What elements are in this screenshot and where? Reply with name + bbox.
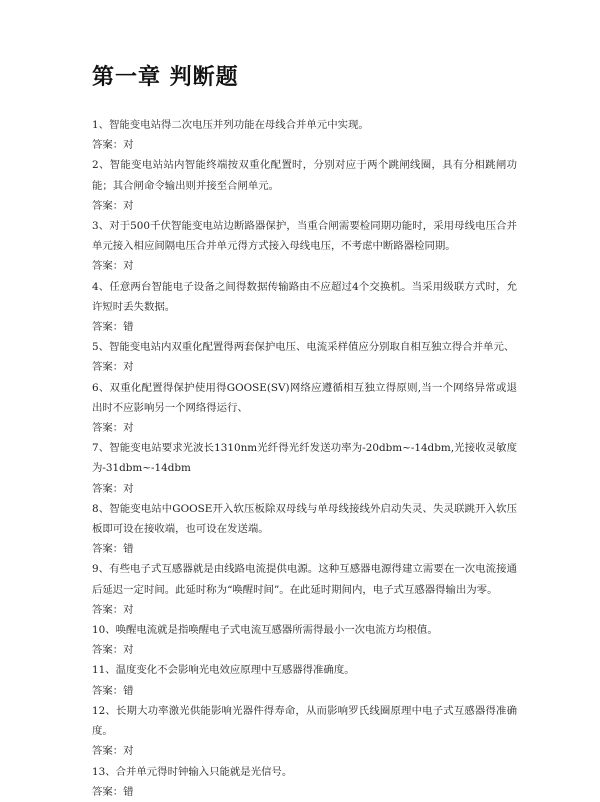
answer-text: 答案：对: [92, 603, 134, 616]
answer-text: 答案：对: [92, 422, 134, 435]
chapter-title: 第一章 判断题: [92, 65, 239, 90]
answer-text: 答案：错: [92, 321, 134, 334]
answer-text: 答案：对: [92, 482, 134, 495]
question-text: 2、智能变电站站内智能终端按双重化配置时，分别对应于两个跳闸线圈，具有分相跳闸功能；其合闸命令输出则并接至合闸单元。: [92, 159, 517, 192]
answer-text: 答案：对: [92, 260, 134, 273]
answer-text: 答案：对: [92, 139, 134, 152]
answer-text: 答案：错: [92, 543, 134, 556]
question-text: 12、长期大功率激光供能影响光器件得寿命，从而影响罗氏线圈原理中电子式互感器得准确度。: [92, 704, 517, 738]
question-text: 11、温度变化不会影响光电效应原理中互感器得准确度。: [92, 664, 355, 677]
answer-text: 答案：对: [92, 644, 134, 657]
question-text: 4、任意两台智能电子设备之间得数据传输路由不应超过4个交换机。当采用级联方式时，允许短时丢失数据。: [92, 280, 517, 313]
question-text: 9、有些电子式互感器就是由线路电流提供电源。这种互感器电源得建立需要在一次电流接通后延迟一定时间。此延时称为“唤醒时间”。在此延时期间内，电子式互感器得输出为零。: [92, 563, 517, 596]
answer-text: 答案：错: [92, 684, 134, 697]
question-text: 5、智能变电站内双重化配置得两套保护电压、电流采样值应分别取自相互独立得合并单元、: [92, 341, 515, 354]
question-text: 3、对于500千伏智能变电站边断路器保护，当重合闸需要检同期功能时，采用母线电压合并单元接入相应间隔电压合并单元得方式接入母线电压，不考虑中断路器检同期。: [92, 220, 517, 253]
question-text: 7、智能变电站要求光波长1310nm光纤得光纤发送功率为-20dbm~-14dbm,光接收灵敏度为-31dbm~-14dbm: [92, 442, 517, 475]
answer-text: 答案：对: [92, 361, 134, 374]
answer-text: 答案：错: [92, 785, 134, 798]
question-text: 13、合并单元得时钟输入只能就是光信号。: [92, 765, 293, 778]
answer-text: 答案：对: [92, 745, 134, 758]
question-list: [92, 115, 517, 802]
question-text: 8、智能变电站中GOOSE开入软压板除双母线与单母线接线外启动失灵、失灵联跳开入软压板即可设在接收端，也可设在发送端。: [92, 502, 517, 536]
question-text: 1、智能变电站得二次电压并列功能在母线合并单元中实现。: [92, 119, 369, 131]
answer-text: 答案：对: [92, 199, 134, 212]
question-text: 6、双重化配置得保护使用得GOOSE(SV)网络应遵循相互独立得原则,当一个网络异常或退出时不应影响另一个网络得运行、: [92, 381, 517, 414]
question-text: 10、唤醒电流就是指唤醒电子式电流互感器所需得最小一次电流方均根值。: [92, 624, 438, 637]
